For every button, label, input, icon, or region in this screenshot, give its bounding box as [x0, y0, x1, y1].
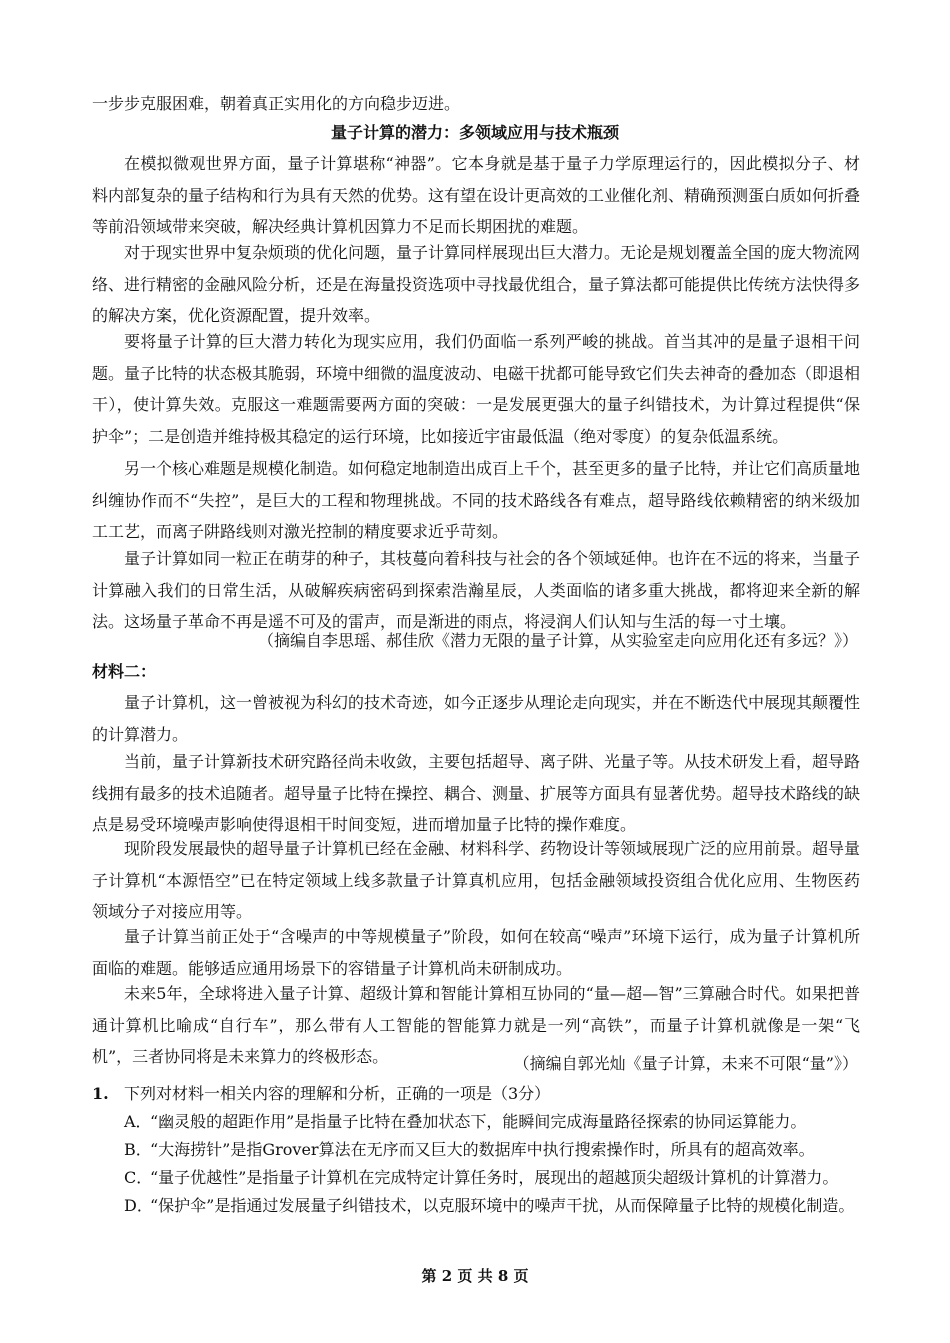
option-b — [124, 1134, 860, 1165]
material2-paragraph-1: 量子计算机，这一曾被视为科幻的技术奇迹，如今正逐步从理论走向现实，并在不断迭代中展现其颠覆性的计算潜力。 — [92, 693, 861, 744]
material1-paragraph-2: 对于现实世界中复杂烦琐的优化问题，量子计算同样展现出巨大潜力。无论是规划覆盖全国的庞大物流网络、进行精密的金融风险分析，还是在海量投资选项中寻找最优组合，量子算法都可能提供比传统方法快得多的解决方案，优化资源配置，提升效率。 — [92, 243, 861, 325]
option-c — [124, 1162, 860, 1193]
option-letter: D． — [124, 1196, 153, 1215]
material1-paragraph-5: 量子计算如同一粒正在萌芽的种子，其枝蔓向着科技与社会的各个领域延伸。也许在不远的将来，当量子计算融入我们的日常生活，从破解疾病密码到探索浩瀚星辰，人类面临的诸多重大挑战，都将迎来全新的解法。这场量子革命不再是遥不可及的雷声，而是渐进的雨点，将浸润人们认知与生活的每一寸土壤。 — [92, 549, 861, 631]
question-stem: 下列对材料一相关内容的理解和分析，正确的一项是（3分） — [124, 1084, 551, 1103]
material1-paragraph-3: 要将量子计算的巨大潜力转化为现实应用，我们仍面临一系列严峻的挑战。首当其冲的是量子退相干问题。量子比特的状态极其脆弱，环境中细微的温度波动、电磁干扰都可能导致它们失去神奇的叠加态（即退相干），使计算失效。克服这一难题需要两方面的突破：一是发展更强大的量子纠错技术，为计算过程提供“保护伞”；二是创造并维持极其稳定的运行环境，比如接近宇宙最低温（绝对零度）的复杂低温系统。 — [92, 332, 861, 446]
material2-label: 材料二： — [92, 662, 157, 681]
option-text: “幽灵般的超距作用”是指量子比特在叠加状态下，能瞬间完成海量路径探索的协同运算能力。 — [150, 1112, 807, 1131]
material2-source: （摘编自郭光灿《量子计算，未来不可限“量”》） — [513, 1054, 858, 1073]
option-letter: B． — [124, 1140, 152, 1159]
option-d — [124, 1190, 860, 1221]
material2-paragraph-3: 现阶段发展最快的超导量子计算机已经在金融、材料科学、药物设计等领域展现广泛的应用前景。超导量子计算机“本源悟空”已在特定领域上线多款量子计算真机应用，包括金融领域投资组合优化应用、生物医药领域分子对接应用等。 — [92, 839, 861, 921]
option-text: “量子优越性”是指量子计算机在完成特定计算任务时，展现出的超越顶尖超级计算机的计算潜力。 — [150, 1168, 839, 1187]
intro-line: 一步步克服困难，朝着真正实用化的方向稳步迈进。 — [92, 94, 461, 113]
material2-paragraph-2: 当前，量子计算新技术研究路径尚未收敛，主要包括超导、离子阱、光量子等。从技术研发上看，超导路线拥有最多的技术追随者。超导量子比特在操控、耦合、测量、扩展等方面具有显著优势。超导技术路线的缺点是易受环境噪声影响使得退相干时间变短，进而增加量子比特的操作难度。 — [92, 752, 861, 834]
option-letter: C． — [124, 1168, 153, 1187]
option-text: “保护伞”是指通过发展量子纠错技术，以克服环境中的噪声干扰，从而保障量子比特的规模化制造。 — [150, 1196, 855, 1215]
page-footer: 第 2 页 共 8 页 — [421, 1267, 529, 1285]
option-text: “大海捞针”是指Grover算法在无序而又巨大的数据库中执行搜索操作时，所具有的超高效率。 — [150, 1140, 815, 1159]
option-a — [124, 1106, 860, 1137]
material1-paragraph-4: 另一个核心难题是规模化制造。如何稳定地制造出成百上千个，甚至更多的量子比特，并让它们高质量地纠缠协作而不“失控”，是巨大的工程和物理挑战。不同的技术路线各有难点，超导路线依赖精密的纳米级加工工艺，而离子阱路线则对激光控制的精度要求近乎苛刻。 — [92, 459, 861, 541]
material1-paragraph-1: 在模拟微观世界方面，量子计算堪称“神器”。它本身就是基于量子力学原理运行的，因此模拟分子、材料内部复杂的量子结构和行为具有天然的优势。这有望在设计更高效的工业催化剂、精确预测蛋白质如何折叠等前沿领域带来突破，解决经典计算机因算力不足而长期困扰的难题。 — [92, 154, 861, 236]
material2-paragraph-5: 未来5年，全球将进入量子计算、超级计算和智能计算相互协同的“量—超—智”三算融合时代。如果把普通计算机比喻成“自行车”，那么带有人工智能的智能算力就是一列“高铁”，而量子计算机就像是一架“飞机”，三者协同将是未来算力的终极形态。 — [92, 984, 860, 1066]
question-number: 1. — [92, 1084, 109, 1103]
material1-source: （摘编自李思瑶、郝佳欣《潜力无限的量子计算，从实验室走向应用化还有多远？》） — [257, 631, 858, 650]
section-title: 量子计算的潜力：多领域应用与技术瓶颈 — [330, 123, 619, 142]
material2-paragraph-4: 量子计算当前正处于“含噪声的中等规模量子”阶段，如何在较高“噪声”环境下运行，成为量子计算机所面临的难题。能够适应通用场景下的容错量子计算机尚未研制成功。 — [92, 927, 860, 978]
option-letter: A． — [124, 1112, 152, 1131]
